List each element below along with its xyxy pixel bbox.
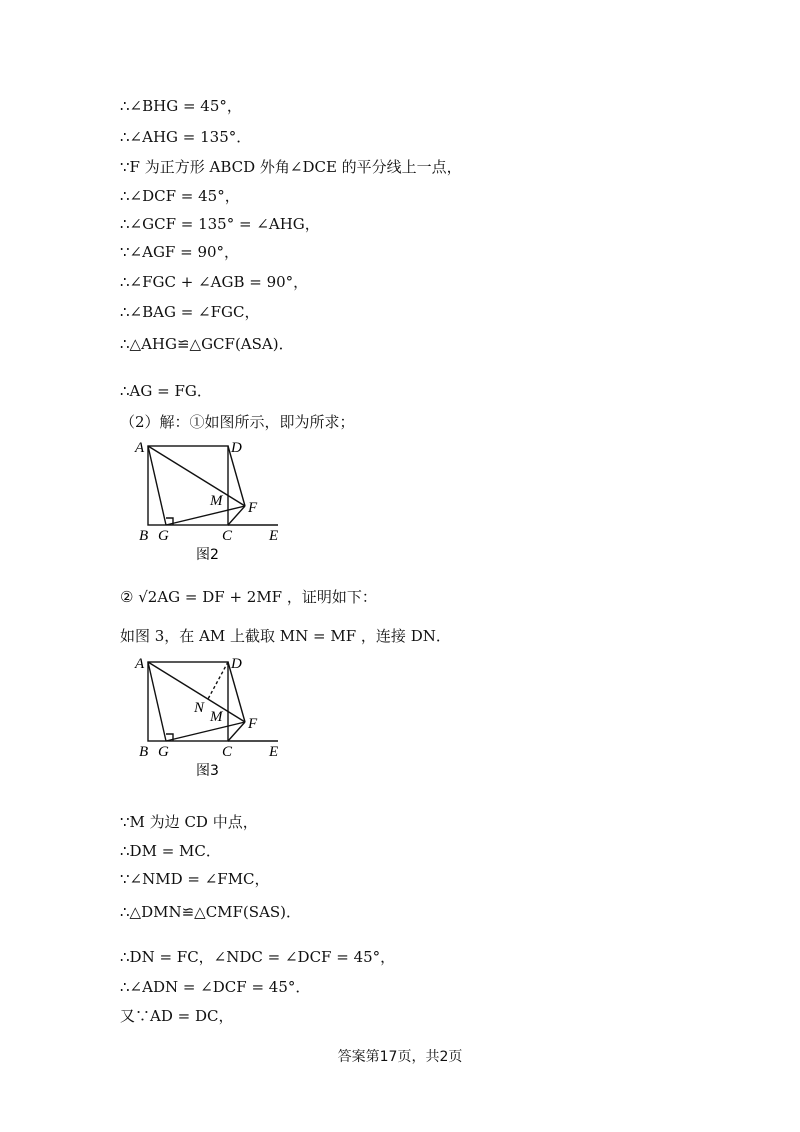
fig2-label-d: D (231, 440, 242, 456)
fig3-label-g: G (158, 744, 169, 760)
text-line-11: （2）解：①如图所示，即为所求； (120, 413, 355, 431)
text-line-4: ∴∠DCF = 45°， (120, 187, 240, 205)
figure-2 (125, 435, 295, 565)
fig2-label-m: M (210, 493, 223, 509)
text-line-6: ∵∠AGF = 90°， (120, 243, 240, 261)
text-line-2: ∴∠AHG = 135°． (120, 128, 252, 146)
text-line-18: ∴DN = FC，∠NDC = ∠DCF = 45°， (120, 948, 396, 966)
fig3-label-a: A (135, 656, 145, 672)
text-line-19: ∴∠ADN = ∠DCF = 45°． (120, 978, 311, 996)
text-line-13: 如图 3，在 AM 上截取 MN = MF ，连接 DN． (120, 627, 451, 645)
page-footer: 答案第17页，共2页 (337, 1049, 463, 1065)
fig2-label-e: E (269, 528, 279, 544)
text-line-17: ∴△DMN≌△CMF(SAS)． (120, 903, 302, 921)
fig3-label-m: M (210, 709, 223, 725)
text-line-8: ∴∠BAG = ∠FGC， (120, 303, 260, 321)
figure-3 (125, 651, 295, 781)
fig3-label-n: N (194, 700, 205, 716)
fig3-label-d: D (231, 656, 242, 672)
text-line-1: ∴∠BHG = 45°， (120, 97, 242, 115)
fig2-label-b: B (139, 528, 149, 544)
fig3-label-b: B (139, 744, 149, 760)
fig2-label-c: C (222, 528, 233, 544)
text-line-3: ∵F 为正方形 ABCD 外角∠DCE 的平分线上一点， (120, 158, 462, 176)
fig2-label-f: F (248, 500, 258, 516)
fig2-caption: 图2 (196, 547, 219, 563)
fig3-label-f: F (248, 716, 258, 732)
text-line-10: ∴AG = FG． (120, 382, 212, 400)
fig3-caption: 图3 (196, 763, 219, 779)
fig2-label-a: A (135, 440, 145, 456)
text-line-5: ∴∠GCF = 135° = ∠AHG， (120, 215, 320, 233)
text-line-20: 又∵AD = DC， (120, 1007, 234, 1025)
text-line-7: ∴∠FGC + ∠AGB = 90°， (120, 273, 309, 291)
fig3-label-e: E (269, 744, 279, 760)
text-line-16: ∵∠NMD = ∠FMC， (120, 870, 270, 888)
text-line-12: ② √2AG = DF + 2MF ，证明如下： (120, 588, 377, 606)
text-line-14: ∵M 为边 CD 中点， (120, 813, 258, 831)
text-line-9: ∴△AHG≌△GCF(ASA)． (120, 335, 294, 353)
text-line-15: ∴DM = MC． (120, 842, 221, 860)
fig2-label-g: G (158, 528, 169, 544)
fig3-label-c: C (222, 744, 233, 760)
